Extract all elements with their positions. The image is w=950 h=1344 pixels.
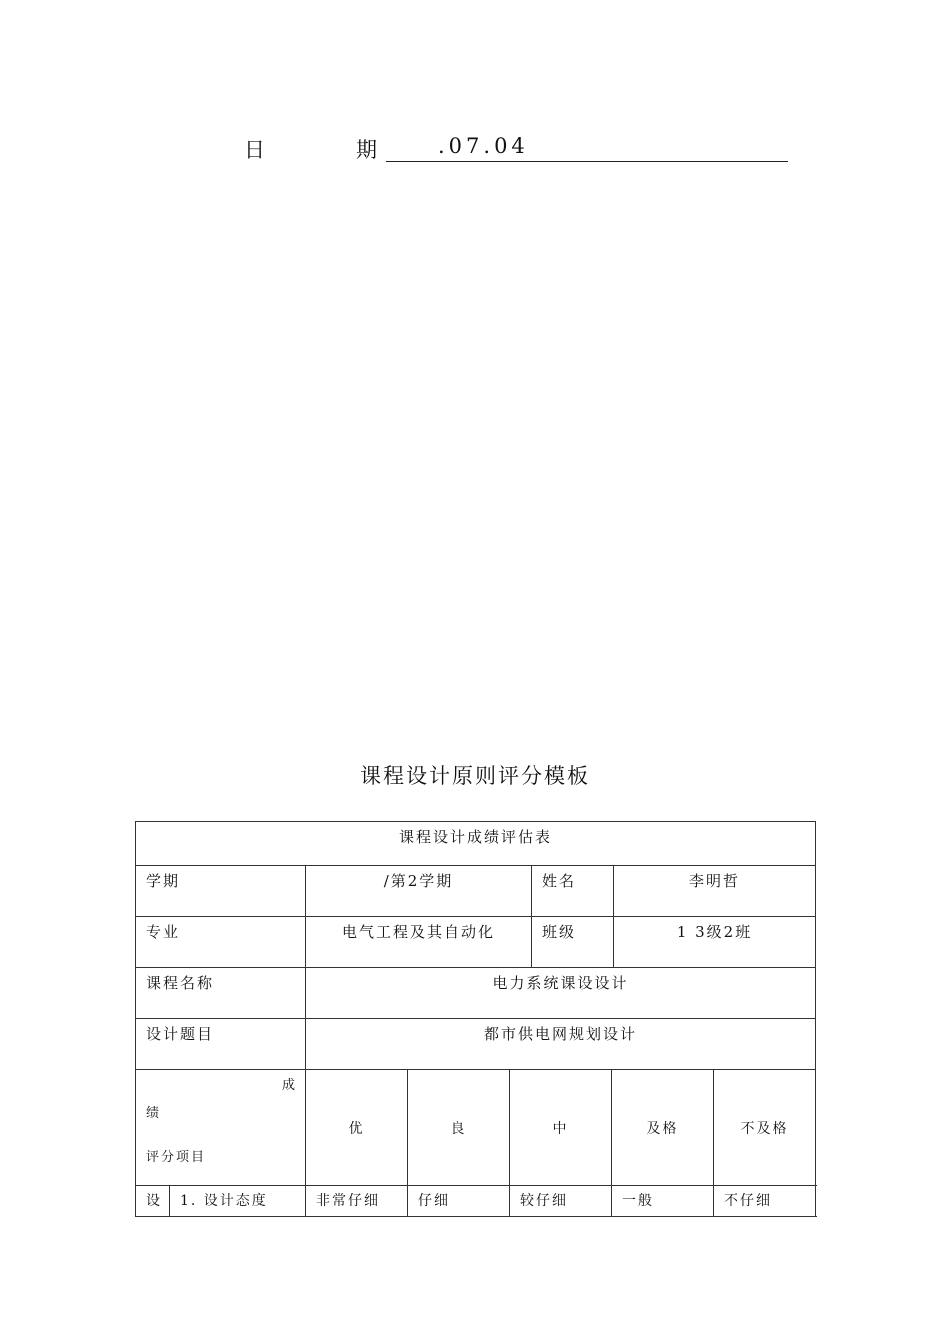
document-title: 课程设计原则评分模板: [360, 764, 590, 788]
class-label: 班级: [532, 917, 614, 968]
header-corner-top: 成: [281, 1078, 295, 1093]
name-value: 李明哲: [614, 866, 816, 917]
table-row: [136, 866, 816, 917]
grade-pass: 及格: [612, 1070, 714, 1186]
course-label: 课程名称: [136, 968, 306, 1019]
course-value: 电力系统课设设计: [306, 968, 816, 1019]
grade-good: 良: [408, 1070, 510, 1186]
table-caption-row: [136, 822, 816, 866]
major-label: 专业: [136, 917, 306, 968]
date-value: .07.04: [438, 134, 529, 158]
table-caption: 课程设计成绩评估表: [136, 822, 816, 866]
grade-header-row: [136, 1070, 816, 1186]
date-line: [0, 134, 950, 168]
grade-excellent: 优: [306, 1070, 408, 1186]
name-label: 姓名: [532, 866, 614, 917]
grade-medium: 中: [510, 1070, 612, 1186]
semester-label: 学期: [136, 866, 306, 917]
item-pass-cell: 一般: [612, 1186, 714, 1217]
date-label-ri: 日: [244, 138, 265, 162]
item-label: 1. 设计态度: [170, 1186, 306, 1217]
semester-value: /第2学期: [306, 866, 532, 917]
header-corner-middle: 绩: [146, 1106, 160, 1121]
header-corner-bottom: 评分项目: [146, 1150, 207, 1165]
topic-value: 都市供电网规划设计: [306, 1019, 816, 1070]
table-row: [136, 917, 816, 968]
major-value: 电气工程及其自动化: [306, 917, 532, 968]
item-medium-cell: 较仔细: [510, 1186, 612, 1217]
item-good-cell: 仔细: [408, 1186, 510, 1217]
topic-label: 设计题目: [136, 1019, 306, 1070]
item-group-label: 设: [136, 1186, 170, 1217]
table-row: [136, 1019, 816, 1070]
table-row: [136, 968, 816, 1019]
header-corner-cell: [136, 1070, 306, 1186]
date-underline: [386, 161, 788, 162]
class-value: 1 3级2班: [614, 917, 816, 968]
item-fail-cell: 不仔细: [714, 1186, 816, 1217]
table-row: [136, 1186, 816, 1217]
date-label-qi: 期: [356, 138, 377, 162]
item-excellent-cell: 非常仔细: [306, 1186, 408, 1217]
grade-fail: 不及格: [714, 1070, 816, 1186]
grade-evaluation-table: [135, 821, 816, 1217]
